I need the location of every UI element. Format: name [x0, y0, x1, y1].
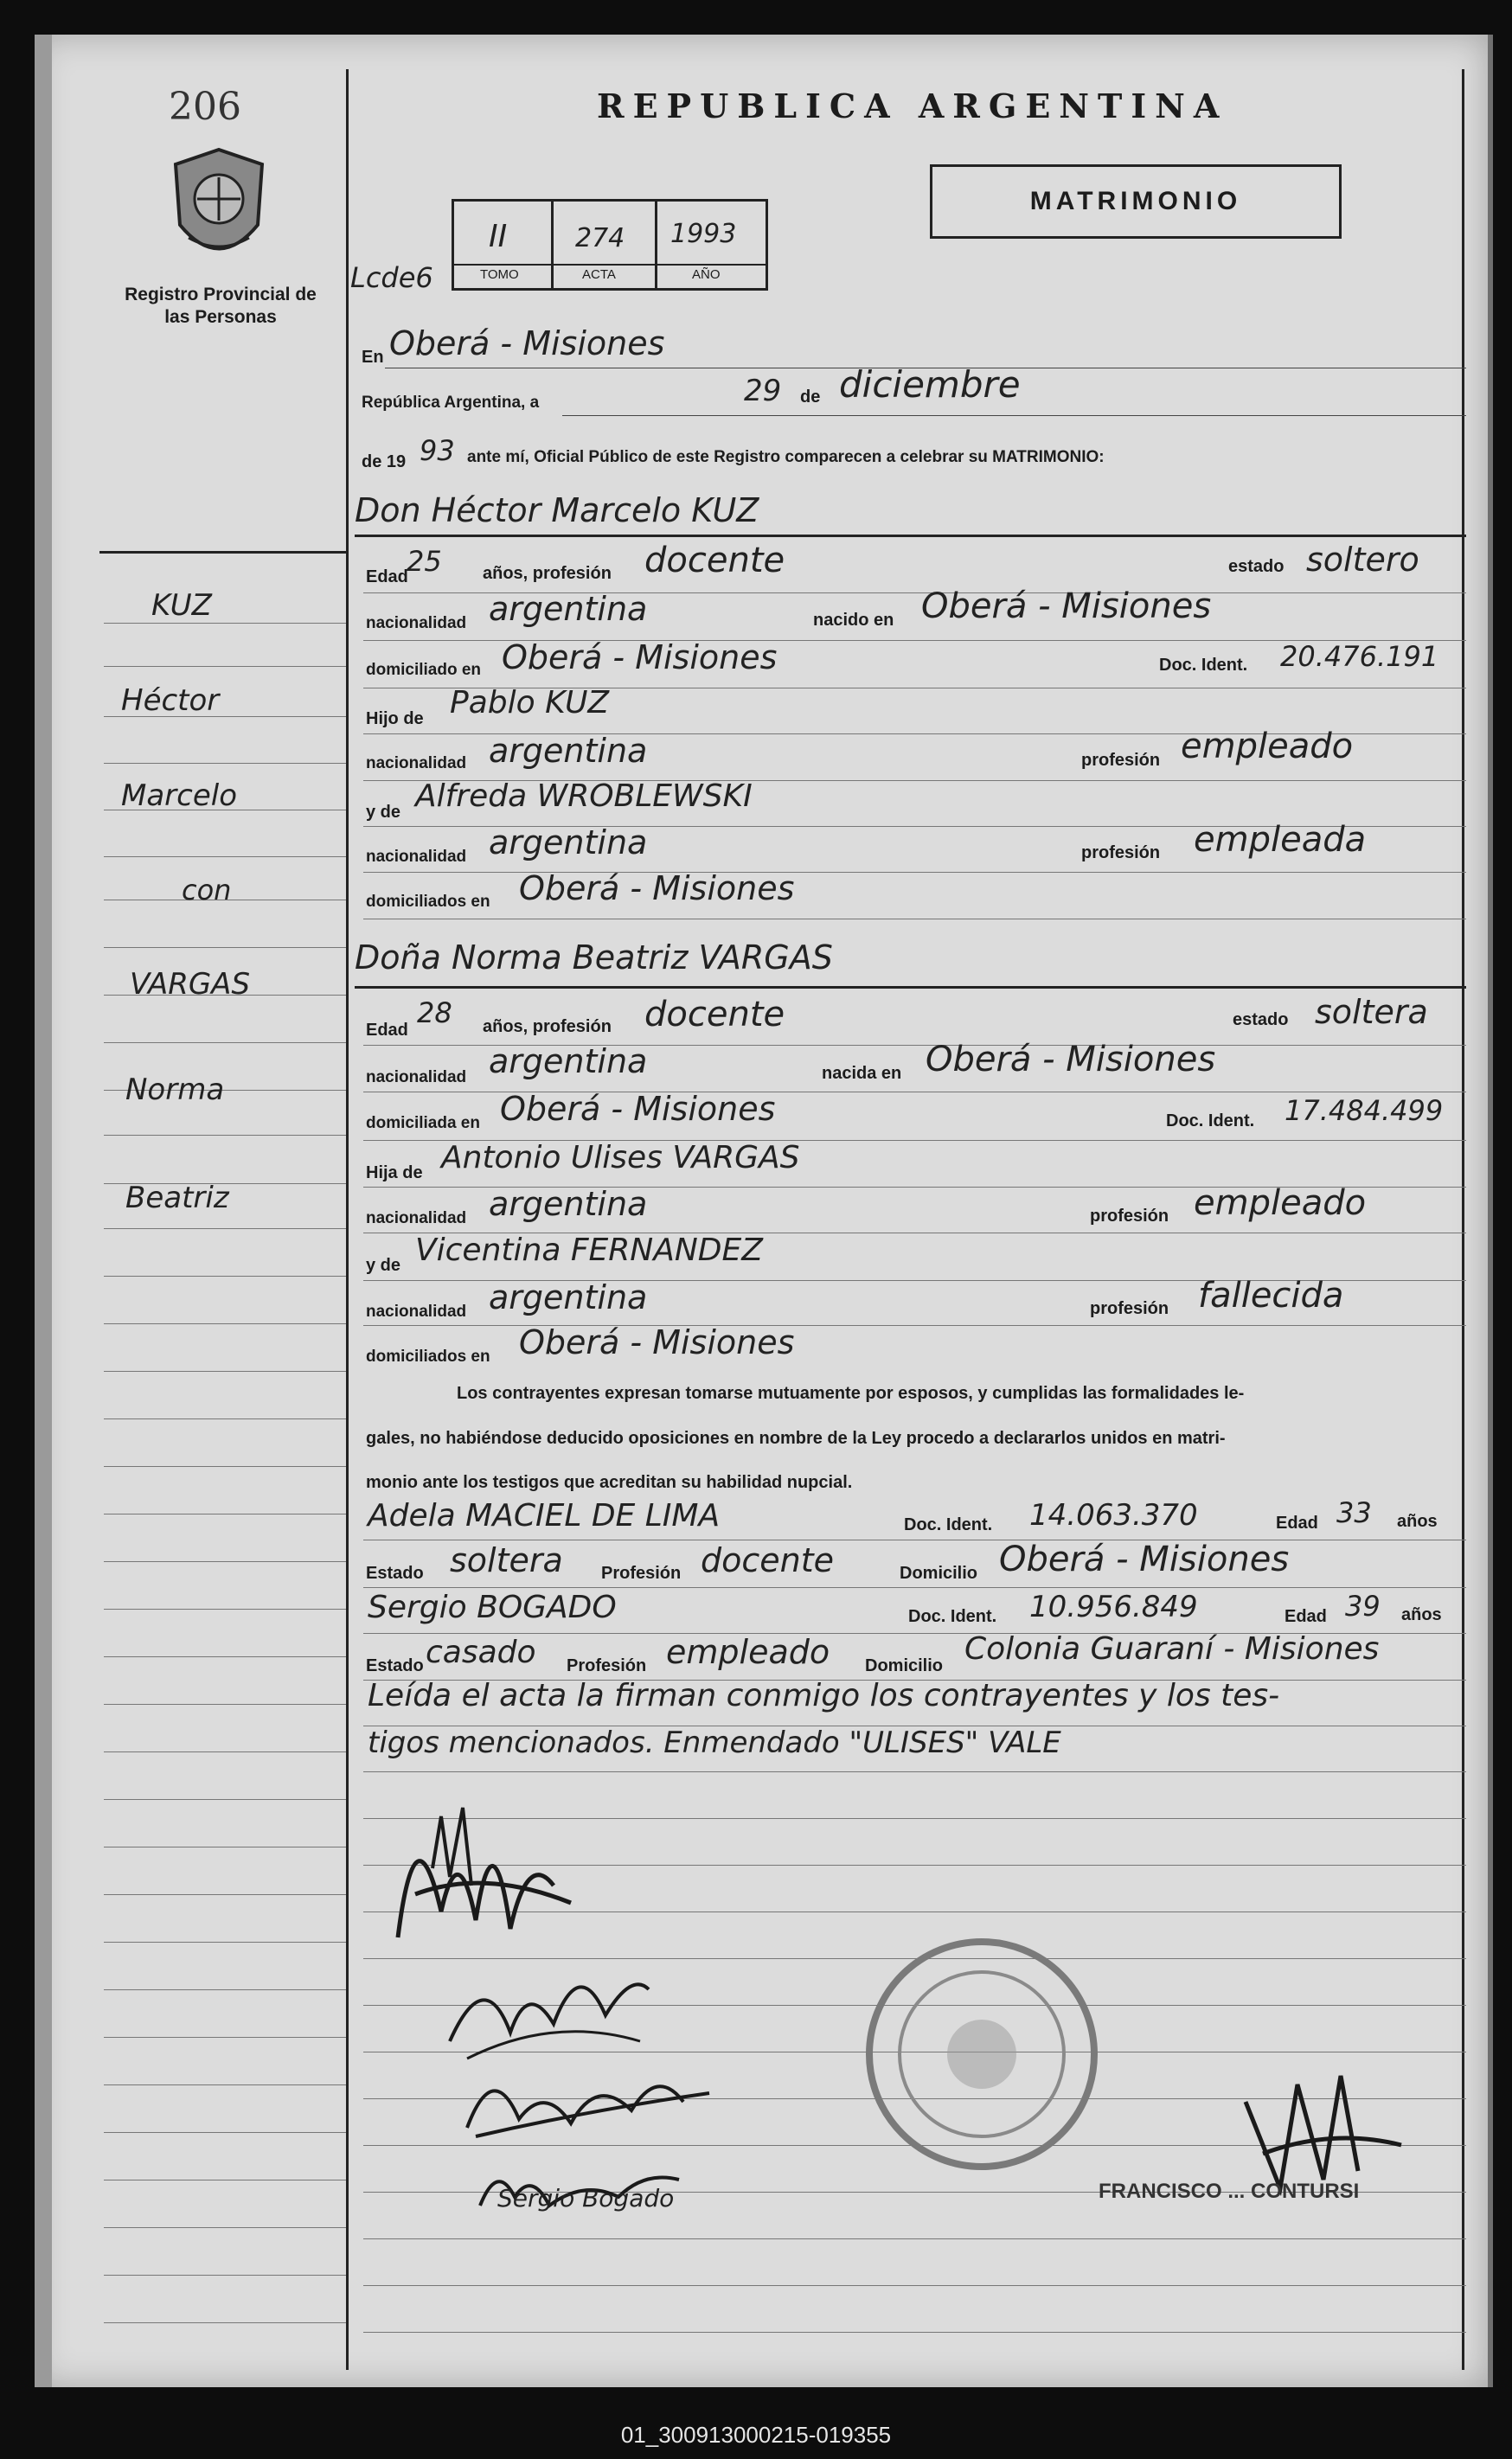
bride-padre: Antonio Ulises VARGAS	[441, 1140, 800, 1175]
groom-doc: 20.476.191	[1280, 640, 1439, 673]
witness-1-doc: 14.063.370	[1029, 1498, 1198, 1533]
witness-2-name: Sergio BOGADO	[368, 1590, 617, 1625]
witness-2-domic-label: Domicilio	[865, 1656, 944, 1675]
de19-label: de 19	[362, 452, 407, 471]
coat-of-arms-icon	[163, 143, 275, 277]
binding-edge	[35, 35, 52, 2387]
republica-label: República Argentina, a	[362, 394, 540, 412]
tomo-label: TOMO	[480, 267, 519, 282]
groom-padre-nacionalidad: argentina	[489, 732, 648, 770]
index-middle-name-bride: Beatriz	[125, 1181, 229, 1215]
groom-yde-label: y de	[366, 803, 401, 822]
de-label: de	[800, 387, 821, 407]
witness-1-name: Adela MACIEL DE LIMA	[368, 1498, 721, 1534]
bride-yde-label: y de	[366, 1256, 401, 1275]
marriage-place: Oberá - Misiones	[389, 324, 665, 362]
anio-value: 1993	[670, 219, 737, 249]
bride-profesion: docente	[644, 995, 785, 1034]
bride-estado-label: estado	[1233, 1010, 1289, 1029]
groom-madre-nac-label: nacionalidad	[366, 848, 467, 866]
groom-anios-profesion-label: años, profesión	[483, 564, 612, 583]
registry-name: Registro Provincial de las Personas	[125, 285, 317, 327]
signature-witness-1	[450, 2050, 727, 2158]
declaration-line-3: monio ante los testigos que acreditan su habilidad nupcial.	[366, 1473, 853, 1492]
bride-padre-prof-label: profesión	[1090, 1207, 1169, 1226]
groom-padre-profesion: empleado	[1181, 727, 1354, 766]
bride-madre-nacionalidad: argentina	[489, 1278, 648, 1316]
acta-label: ACTA	[582, 267, 616, 282]
groom-madre-nacionalidad: argentina	[489, 823, 648, 861]
bride-hija-label: Hija de	[366, 1163, 423, 1182]
left-column-border	[346, 69, 349, 2370]
year-suffix: 93	[420, 434, 455, 467]
witness-1-profesion: docente	[701, 1541, 835, 1579]
bride-madre-profesion: fallecida	[1198, 1276, 1344, 1316]
witness-2-domicilio: Colonia Guaraní - Misiones	[964, 1631, 1380, 1667]
groom-name: Don Héctor Marcelo KUZ	[355, 491, 759, 529]
witness-1-domic-label: Domicilio	[900, 1564, 978, 1583]
witness-1-edad: 33	[1336, 1496, 1372, 1529]
witness-1-domicilio: Oberá - Misiones	[999, 1540, 1290, 1579]
groom-estado: soltero	[1306, 541, 1419, 579]
bride-estado: soltera	[1315, 993, 1428, 1031]
bride-nacionalidad: argentina	[489, 1042, 648, 1080]
groom-domicilio: Oberá - Misiones	[502, 638, 778, 676]
witness-2-estado-label: Estado	[366, 1656, 424, 1675]
witness-1-doc-label: Doc. Ident.	[904, 1515, 993, 1534]
tomo-value: II	[489, 219, 508, 254]
witness-2-doc: 10.956.849	[1029, 1590, 1198, 1624]
groom-nacionalidad-label: nacionalidad	[366, 614, 467, 632]
bride-doc-label: Doc. Ident.	[1166, 1111, 1255, 1130]
signature-witness-2	[463, 2145, 705, 2244]
bride-nacida-label: nacida en	[822, 1064, 902, 1083]
witness-1-estado: soltera	[450, 1541, 563, 1579]
groom-hijo-label: Hijo de	[366, 709, 424, 728]
groom-estado-label: estado	[1228, 557, 1285, 576]
bride-padre-nacionalidad: argentina	[489, 1185, 648, 1223]
witness-1-prof-label: Profesión	[601, 1564, 682, 1583]
witness-2-profesion: empleado	[666, 1633, 830, 1671]
groom-padre-nac-label: nacionalidad	[366, 754, 467, 772]
bride-edad-label: Edad	[366, 1021, 408, 1040]
right-column-border	[1462, 69, 1464, 2370]
index-middle-name-groom: Marcelo	[121, 778, 238, 813]
index-first-name-bride: Norma	[125, 1073, 225, 1107]
oficial-statement: ante mí, Oficial Público de este Registro comparecen a celebrar su MATRIMONIO:	[467, 448, 1105, 466]
footer-code: 01_300913000215-019355	[620, 2422, 892, 2448]
bride-doc: 17.484.499	[1285, 1094, 1444, 1127]
bride-domicilio: Oberá - Misiones	[500, 1090, 776, 1128]
groom-madre: Alfreda WROBLEWSKI	[415, 778, 753, 814]
index-first-name-groom: Héctor	[121, 683, 220, 718]
groom-nacido-label: nacido en	[813, 611, 894, 630]
marriage-day: 29	[744, 374, 782, 408]
groom-domicilios: Oberá - Misiones	[519, 869, 795, 907]
witness-2-anios-label: años	[1401, 1605, 1442, 1624]
witness-2-signature-text: Sergio Bogado	[497, 2184, 675, 2212]
index-surname-groom: KUZ	[151, 588, 212, 623]
header-title: REPUBLICA ARGENTINA	[597, 86, 1228, 125]
bride-padre-nac-label: nacionalidad	[366, 1209, 467, 1227]
groom-madre-prof-label: profesión	[1081, 843, 1161, 862]
closing-line-1: Leída el acta la firman conmigo los contrayentes y los tes-	[368, 1678, 1280, 1713]
closing-line-2: tigos mencionados. Enmendado "ULISES" VALE	[368, 1726, 1061, 1760]
doc-type-box	[930, 164, 1342, 239]
doc-type: MATRIMONIO	[1029, 187, 1242, 215]
groom-profesion: docente	[644, 541, 785, 580]
anio-label: AÑO	[692, 267, 721, 282]
document-page	[35, 35, 1493, 2387]
official-stamp-text: FRANCISCO ... CONTURSI	[1099, 2180, 1360, 2203]
page-number: 206	[169, 85, 241, 129]
bride-domicilio-label: domiciliada en	[366, 1114, 480, 1132]
bride-nacida-en: Oberá - Misiones	[926, 1040, 1216, 1079]
acta-value: 274	[575, 223, 625, 253]
groom-padre: Pablo KUZ	[450, 685, 610, 720]
en-label: En	[362, 348, 384, 367]
witness-1-anios-label: años	[1397, 1512, 1438, 1531]
index-con: con	[182, 874, 232, 906]
witness-1-edad-label: Edad	[1276, 1514, 1318, 1533]
bride-madre-prof-label: profesión	[1090, 1299, 1169, 1318]
bride-domicilios-label: domiciliados en	[366, 1348, 490, 1366]
groom-domicilios-label: domiciliados en	[366, 893, 490, 911]
bride-edad: 28	[417, 996, 452, 1029]
side-note: Lcde6	[350, 261, 433, 294]
groom-edad: 25	[407, 545, 442, 578]
bride-padre-profesion: empleado	[1194, 1183, 1367, 1223]
bride-anios-profesion-label: años, profesión	[483, 1017, 612, 1036]
declaration-line-1: Los contrayentes expresan tomarse mutuamente por esposos, y cumplidas las formalidades le-	[457, 1384, 1245, 1403]
bride-madre-nac-label: nacionalidad	[366, 1303, 467, 1321]
groom-nacido-en: Oberá - Misiones	[921, 586, 1212, 626]
index-surname-bride: VARGAS	[130, 967, 251, 1002]
bride-madre: Vicentina FERNANDEZ	[415, 1233, 763, 1268]
witness-2-estado: casado	[426, 1635, 536, 1670]
declaration-line-2: gales, no habiéndose deducido oposiciones en nombre de la Ley procedo a declararlos unidos en matri-	[366, 1429, 1226, 1448]
witness-1-estado-label: Estado	[366, 1564, 424, 1583]
witness-2-doc-label: Doc. Ident.	[908, 1607, 997, 1626]
witness-2-edad: 39	[1345, 1590, 1381, 1623]
bride-nacionalidad-label: nacionalidad	[366, 1068, 467, 1086]
official-seal-icon	[856, 1929, 1107, 2184]
marriage-month: diciembre	[839, 363, 1021, 406]
groom-domicilio-label: domiciliado en	[366, 661, 482, 679]
bride-name: Doña Norma Beatriz VARGAS	[355, 938, 833, 977]
record-box	[452, 199, 768, 291]
groom-nacionalidad: argentina	[489, 590, 648, 628]
groom-padre-prof-label: profesión	[1081, 751, 1161, 770]
witness-2-prof-label: Profesión	[567, 1656, 647, 1675]
groom-doc-label: Doc. Ident.	[1159, 656, 1248, 675]
groom-edad-label: Edad	[366, 567, 408, 586]
witness-2-edad-label: Edad	[1285, 1607, 1327, 1626]
bride-domicilios: Oberá - Misiones	[519, 1323, 795, 1361]
groom-madre-profesion: empleada	[1194, 820, 1367, 860]
